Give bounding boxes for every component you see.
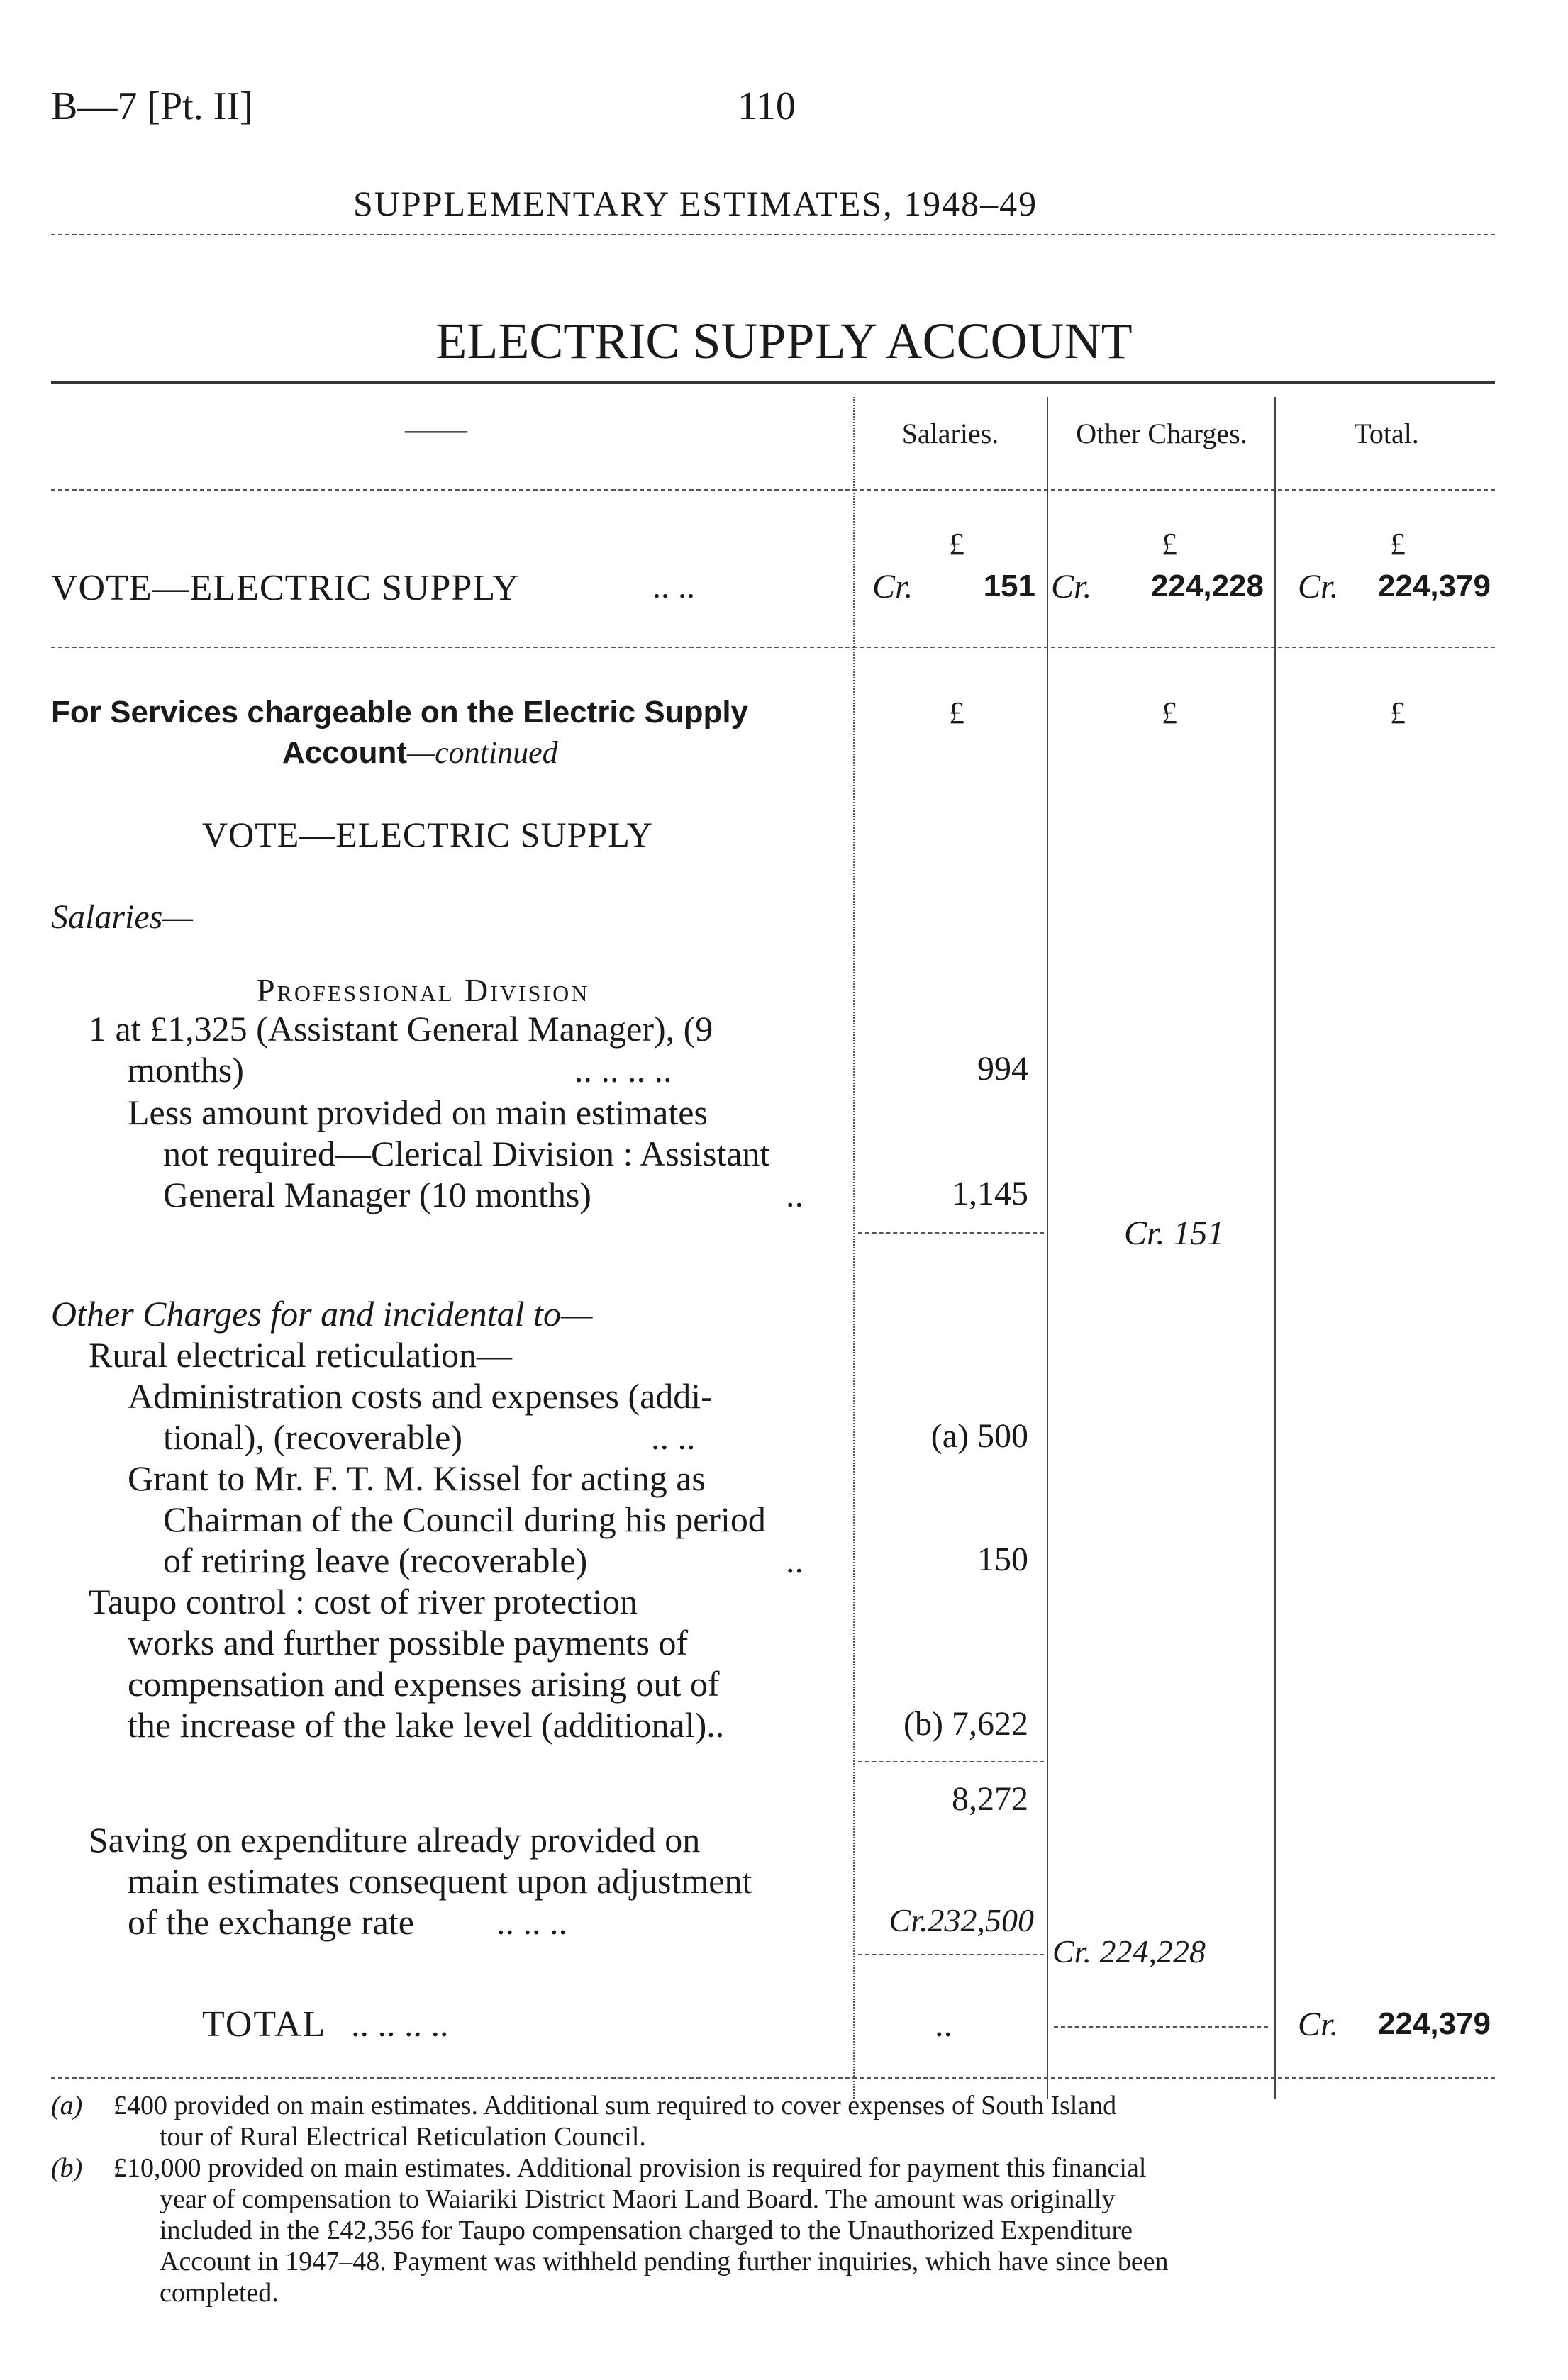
total-label: TOTAL — [202, 2004, 327, 2045]
rural-heading: Rural electrical reticulation— — [89, 1335, 512, 1375]
vote-summary-leader: .. .. — [652, 568, 695, 605]
salary-item1-leader: .. .. .. .. — [574, 1050, 672, 1090]
total-other-rule — [1054, 2026, 1268, 2028]
salary-item2-line2: not required—Clerical Division : Assistant — [163, 1134, 770, 1173]
salaries-heading: Salaries— — [51, 898, 194, 936]
header-rule — [51, 234, 1495, 235]
vote-summary-pound-oth: £ — [1162, 527, 1177, 562]
footnote-b-line2: year of compensation to Waiariki District Maori Land Board. The amount was originally — [160, 2184, 1116, 2214]
saving-line1: Saving on expenditure already provided on — [89, 1820, 701, 1860]
salaries-subtotal: Cr. 151 — [1124, 1214, 1225, 1252]
taupo-line2: works and further possible payments of — [128, 1623, 689, 1663]
salary-item2-line1: Less amount provided on main estimates — [128, 1093, 708, 1132]
vote-summary-other: 224,228 — [1150, 569, 1264, 603]
total-cr: Cr. — [1298, 2006, 1339, 2043]
total-leader: .. .. .. .. — [351, 2004, 449, 2044]
admin-leader: .. .. — [651, 1417, 696, 1457]
header-bottom-rule — [51, 489, 1495, 491]
taupo-line1: Taupo control : cost of river protection — [89, 1582, 638, 1621]
charges-sum-rule — [858, 1761, 1044, 1762]
col-desc-header: —— — [405, 412, 467, 447]
vote-summary-sal-cr: Cr. — [872, 568, 913, 605]
total-salaries-leader: .. — [935, 2004, 952, 2044]
vote-summary-oth-cr: Cr. — [1051, 568, 1092, 605]
salaries-sum-rule — [858, 1232, 1044, 1234]
vote-summary-total: 224,379 — [1377, 569, 1491, 603]
saving-line2: main estimates consequent upon adjustment — [128, 1861, 752, 1901]
summary-bottom-rule — [51, 647, 1495, 648]
col-separator-1 — [853, 397, 855, 2099]
col-total-header: Total. — [1354, 418, 1419, 449]
vote-summary-label: VOTE—ELECTRIC SUPPLY — [51, 568, 520, 608]
page-number: 110 — [738, 84, 796, 128]
footnote-b-line5: completed. — [160, 2278, 279, 2308]
admin-amount: (a) 500 — [930, 1417, 1028, 1455]
vote-summary-salaries: 151 — [983, 569, 1035, 603]
taupo-amount: (b) 7,622 — [903, 1705, 1028, 1743]
services-pound-sal: £ — [949, 695, 964, 730]
other-sum-rule — [858, 1954, 1044, 1955]
taupo-line4: the increase of the lake level (additional).. — [128, 1705, 725, 1745]
salary-item2-leader: .. — [786, 1175, 804, 1214]
grant-amount: 150 — [977, 1541, 1028, 1578]
grant-line1: Grant to Mr. F. T. M. Kissel for acting as — [128, 1458, 706, 1498]
salary-item2-amount: 1,145 — [952, 1175, 1028, 1212]
vote-summary-pound-tot: £ — [1390, 527, 1406, 562]
salary-item1-line1: 1 at £1,325 (Assistant General Manager), (9 — [89, 1009, 713, 1049]
grant-line3: of retiring leave (recoverable) — [163, 1541, 588, 1580]
total-value: 224,379 — [1377, 2006, 1491, 2041]
salary-item2-line3: General Manager (10 months) — [163, 1175, 591, 1214]
col-separator-3 — [1274, 397, 1276, 2099]
services-heading-account: Account — [282, 735, 407, 770]
vote-summary-tot-cr: Cr. — [1298, 568, 1339, 605]
other-total: Cr. 224,228 — [1052, 1933, 1206, 1970]
saving-amount: Cr.232,500 — [889, 1902, 1034, 1938]
saving-line3: of the exchange rate — [128, 1902, 414, 1942]
other-charges-heading: Other Charges for and incidental to— — [51, 1294, 593, 1334]
footnote-b-line3: included in the £42,356 for Taupo compensation charged to the Unauthorized Expenditure — [160, 2216, 1133, 2245]
services-heading-line1: For Services chargeable on the Electric Supply — [51, 695, 749, 730]
footnote-a-line2: tour of Rural Electrical Reticulation Council. — [160, 2122, 646, 2152]
table-bottom-rule — [51, 2077, 1495, 2079]
account-title: ELECTRIC SUPPLY ACCOUNT — [435, 313, 1133, 369]
professional-division: Professional Division — [257, 972, 590, 1008]
charges-subtotal: 8,272 — [952, 1780, 1028, 1818]
vote-summary-pound-sal: £ — [949, 527, 964, 562]
page-title: SUPPLEMENTARY ESTIMATES, 1948–49 — [353, 184, 1038, 223]
services-heading-line2 — [282, 734, 558, 771]
services-heading-continued: —continued — [407, 735, 558, 770]
services-pound-tot: £ — [1390, 695, 1406, 730]
grant-leader: .. — [786, 1541, 804, 1580]
footnote-b-mark: (b) — [51, 2153, 83, 2183]
col-separator-2 — [1047, 397, 1048, 2099]
salary-item1-line2: months) — [128, 1050, 244, 1090]
admin-line1: Administration costs and expenses (addi- — [128, 1376, 713, 1416]
footnote-a-mark: (a) — [51, 2091, 83, 2121]
page-ref: B—7 [Pt. II] — [51, 84, 253, 128]
grant-line2: Chairman of the Council during his period — [163, 1499, 766, 1539]
table-top-rule — [51, 381, 1495, 384]
footnote-b-line4: Account in 1947–48. Payment was withheld pending further inquiries, which have since been — [160, 2247, 1169, 2276]
taupo-line3: compensation and expenses arising out of — [128, 1664, 720, 1704]
admin-line2: tional), (recoverable) — [163, 1417, 462, 1457]
services-pound-oth: £ — [1162, 695, 1177, 730]
footnote-b-line1: £10,000 provided on main estimates. Additional provision is required for payment this financial — [113, 2153, 1147, 2183]
col-salaries-header: Salaries. — [901, 418, 999, 449]
footnote-a-line1: £400 provided on main estimates. Additional sum required to cover expenses of South Island — [113, 2091, 1117, 2121]
salary-item1-amount: 994 — [977, 1050, 1028, 1088]
col-other-header: Other Charges. — [1076, 418, 1247, 449]
saving-leader: .. .. .. — [496, 1902, 567, 1942]
vote-heading: VOTE—ELECTRIC SUPPLY — [202, 815, 653, 854]
